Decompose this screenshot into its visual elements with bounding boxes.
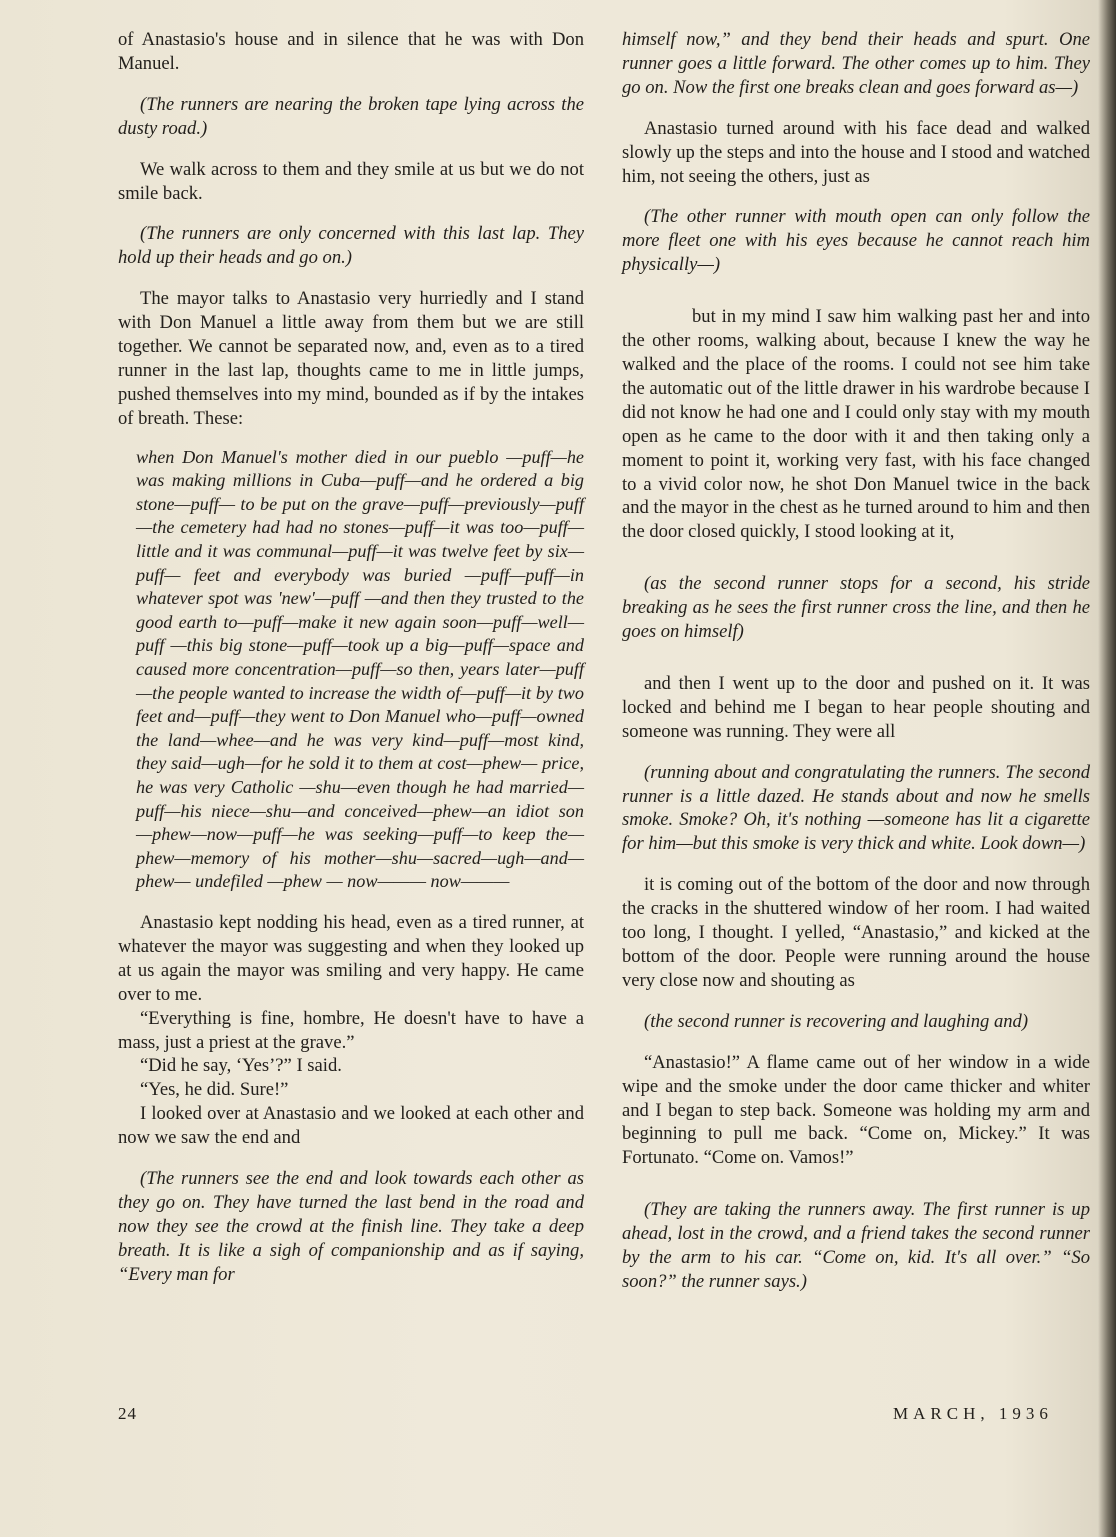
stage-direction: (running about and congratulating the runners. The second runner is a little dazed. He stands about and now he smells smoke. Smoke? Oh, it's nothing —someone has lit a cigarette for him—but this smoke is very thick and white. Look down—) xyxy=(622,761,1090,855)
paragraph: Anastasio turned around with his face dead and walked slowly up the steps and into the house and I stood and watched him, not seeing the others, just as xyxy=(622,117,1090,187)
paragraph: it is coming out of the bottom of the door and now through the cracks in the shuttered window of her room. I had waited too long, I thought. I yelled, “Anastasio,” and kicked at the bottom of the door. People were running around the house very close now and shouting as xyxy=(622,874,1090,991)
stage-direction: (They are taking the runners away. The first runner is up ahead, lost in the crowd, and a friend takes the second runner by the arm to his car. “Come on, kid. It's all over.” “So soon?” the runner says.) xyxy=(622,1199,1090,1292)
paragraph: of Anastasio's house and in silence that he was with Don Manuel. xyxy=(118,29,584,74)
stage-direction: (The runners are nearing the broken tape lying across the dusty road.) xyxy=(118,93,584,139)
stage-direction: (as the second runner stops for a second, his stride breaking as he sees the first runner cross the line, and then he goes on himself) xyxy=(622,573,1090,643)
issue-date: MARCH, 1936 xyxy=(893,1404,1053,1423)
stage-direction: (The runners see the end and look towards each other as they go on. They have turned the last bend in the road and now they see the crowd at the finish line. They take a deep breath. It is like a sigh of companionship and as if saying, “Every man for xyxy=(118,1168,584,1285)
paragraph: We walk across to them and they smile at us but we do not smile back. xyxy=(118,158,584,204)
right-column xyxy=(622,28,1090,1294)
dialogue-line: “Everything is fine, hombre, He doesn't have to have a mass, just a priest at the grave.” xyxy=(118,1007,584,1053)
stage-direction: (The runners are only concerned with this last lap. They hold up their heads and go on.) xyxy=(118,223,584,269)
breathing-passage: when Don Manuel's mother died in our pueblo —puff—he was making millions in Cuba—puff—and he ordered a big stone—puff— to be put on the grave—puff—previously—puff—the cemetery had had no stones—puff—it was too—puff—little and it was communal—puff—it was twelve feet by six—puff— feet and everybody was buried —puff—puff—in whatever spot was 'new'—puff —and then they trusted to the good earth to—puff—make it new again soon—puff—well—puff —this big stone—puff—took up a big—puff—space and caused more concentration—puff—so then, years later—puff—the people wanted to increase the width of—puff—it by two feet and—puff—they went to Don Manuel who—puff—owned the land—whee—and he was very kind—puff—most kind, they said—ugh—for he sold it to them at cost—phew— price, he was very Catholic —shu—even though he had married—puff—his niece—shu—and conceived—phew—an idiot son —phew—now—puff—he was seeking—puff—to keep the—phew—memory of his mother—shu—sacred—ugh—and—phew— undefiled —phew — now——— now——— xyxy=(136,446,584,892)
stage-direction: (The other runner with mouth open can only follow the more fleet one with his eyes because he cannot reach him physically—) xyxy=(622,206,1090,276)
paragraph: “Anastasio!” A flame came out of her window in a wide wipe and the smoke under the door came thicker and whiter and I began to step back. Someone was holding my arm and beginning to pull me back. “Come on, Mickey.” It was Fortunato. “Come on. Vamos!” xyxy=(622,1051,1090,1169)
paragraph: and then I went up to the door and pushed on it. It was locked and behind me I began to hear people shouting and someone was running. They were all xyxy=(622,672,1090,742)
page-number: 24 xyxy=(118,1404,137,1423)
paragraph: but in my mind I saw him walking past her and into the other rooms, walking about, because I knew the way he walked and the place of the rooms. I could not see him take the automatic out of the little drawer in his wardrobe because I did not know he had one and I could only stay with my mouth open as he came to the door with it and then taking only a moment to point it, working very fast, with his face changed to a vivid color now, he shot Don Manuel twice in the back and the mayor in the chest as he turned around to him and then the door closed quickly, I stood looking at it, xyxy=(622,306,1090,543)
dialogue-line: “Yes, he did. Sure!” xyxy=(140,1079,289,1101)
paragraph: Anastasio kept nodding his head, even as a tired runner, at whatever the mayor was suggesting and when they looked up at us again the mayor was smiling and very happy. He came over to me. xyxy=(118,911,584,1005)
dialogue-line: “Did he say, ‘Yes’?” I said. xyxy=(140,1055,342,1077)
binding-shadow xyxy=(1098,0,1116,1537)
stage-direction: (the second runner is recovering and laughing and) xyxy=(644,1010,1029,1032)
stage-direction: himself now,” and they bend their heads and spurt. One runner goes a little forward. The other comes up to him. They go on. Now the first one breaks clean and goes forward as—) xyxy=(622,29,1090,98)
paragraph: I looked over at Anastasio and we looked at each other and now we saw the end and xyxy=(118,1103,584,1149)
paragraph: The mayor talks to Anastasio very hurriedly and I stand with Don Manuel a little away from them but we are still together. We cannot be separated now, and, even as to a tired runner in the last lap, thoughts came to me in little jumps, pushed themselves into my mind, bounded as if by the intakes of breath. These: xyxy=(118,288,584,429)
left-column xyxy=(118,28,584,1287)
